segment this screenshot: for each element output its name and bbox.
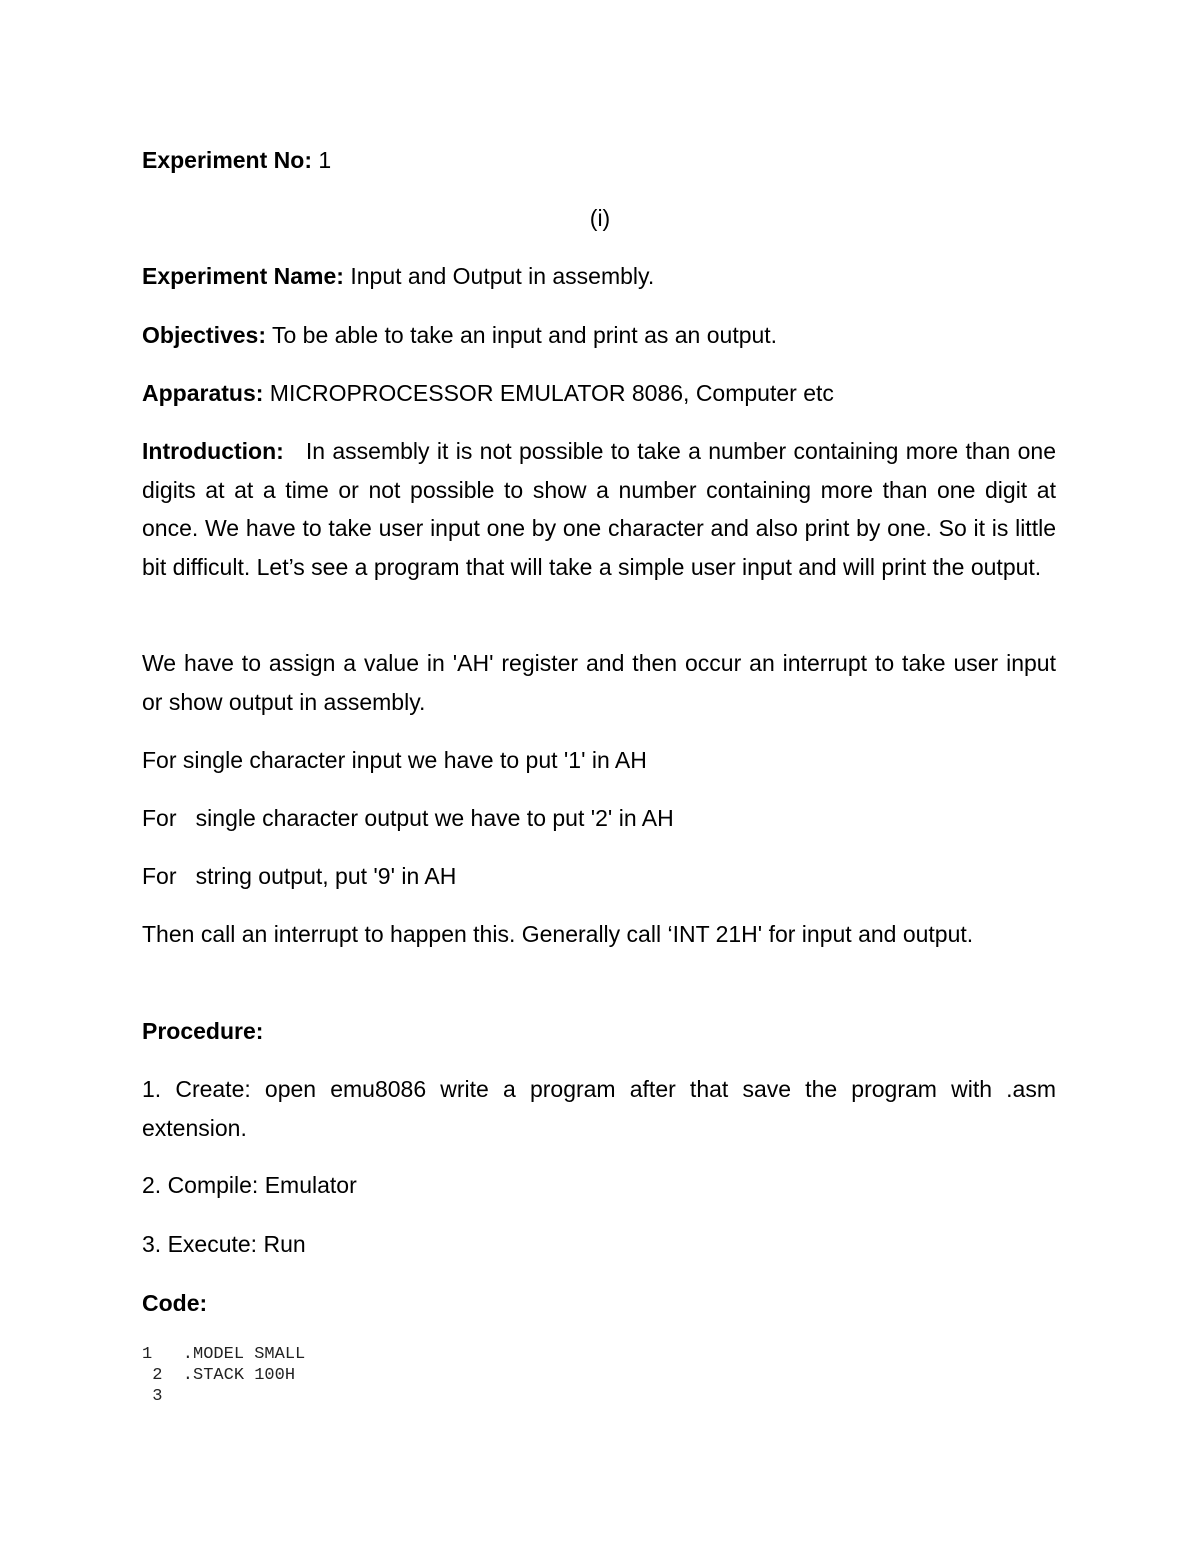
part-number: (i) bbox=[589, 205, 611, 231]
objectives bbox=[142, 321, 777, 349]
interrupt-paragraph: Then call an interrupt to happen this. Generally call ‘INT 21H' for input and output. bbox=[142, 921, 974, 947]
procedure-step-1: 1. Create: open emu8086 write a program after that save the program with .asm extension. bbox=[142, 1076, 1056, 1141]
procedure-heading: Procedure: bbox=[142, 1018, 264, 1044]
single-input-line: For single character input we have to put '1' in AH bbox=[142, 747, 647, 773]
experiment-name-label: Experiment Name: bbox=[142, 263, 344, 289]
introduction-text: In assembly it is not possible to take a number containing more than one digits at at a time or not possible to show a number containing more than one digit at once. We have to take user input one by one character and also print by one. So it is little bit difficult. Let’s see a program that will take a simple user input and will print the output. bbox=[142, 438, 1056, 580]
experiment-name-value: Input and Output in assembly. bbox=[350, 263, 655, 289]
procedure-step-3: 3. Execute: Run bbox=[142, 1231, 306, 1257]
procedure-step-2: 2. Compile: Emulator bbox=[142, 1172, 357, 1198]
apparatus-value: MICROPROCESSOR EMULATOR 8086, Computer etc bbox=[269, 380, 834, 406]
string-output-line: For string output, put '9' in AH bbox=[142, 863, 457, 889]
single-output-line: For single character output we have to put '2' in AH bbox=[142, 805, 674, 831]
experiment-no-label: Experiment No: bbox=[142, 147, 312, 173]
code-line-3: 3 bbox=[142, 1387, 163, 1406]
apparatus-label: Apparatus: bbox=[142, 380, 264, 406]
objectives-value: To be able to take an input and print as an output. bbox=[271, 322, 778, 348]
code-heading: Code: bbox=[142, 1290, 208, 1316]
experiment-name bbox=[142, 262, 654, 290]
code-line-1: 1 .MODEL SMALL bbox=[142, 1345, 306, 1364]
introduction-label: Introduction: bbox=[142, 438, 284, 464]
apparatus bbox=[142, 379, 834, 407]
code-line-2: 2 .STACK 100H bbox=[142, 1366, 296, 1385]
experiment-no-value: 1 bbox=[318, 147, 332, 173]
experiment-no bbox=[142, 146, 331, 174]
objectives-label: Objectives: bbox=[142, 322, 266, 348]
assign-paragraph: We have to assign a value in 'AH' register and then occur an interrupt to take user input or show output in assembly. bbox=[142, 650, 1056, 715]
introduction-paragraph bbox=[142, 432, 1056, 586]
